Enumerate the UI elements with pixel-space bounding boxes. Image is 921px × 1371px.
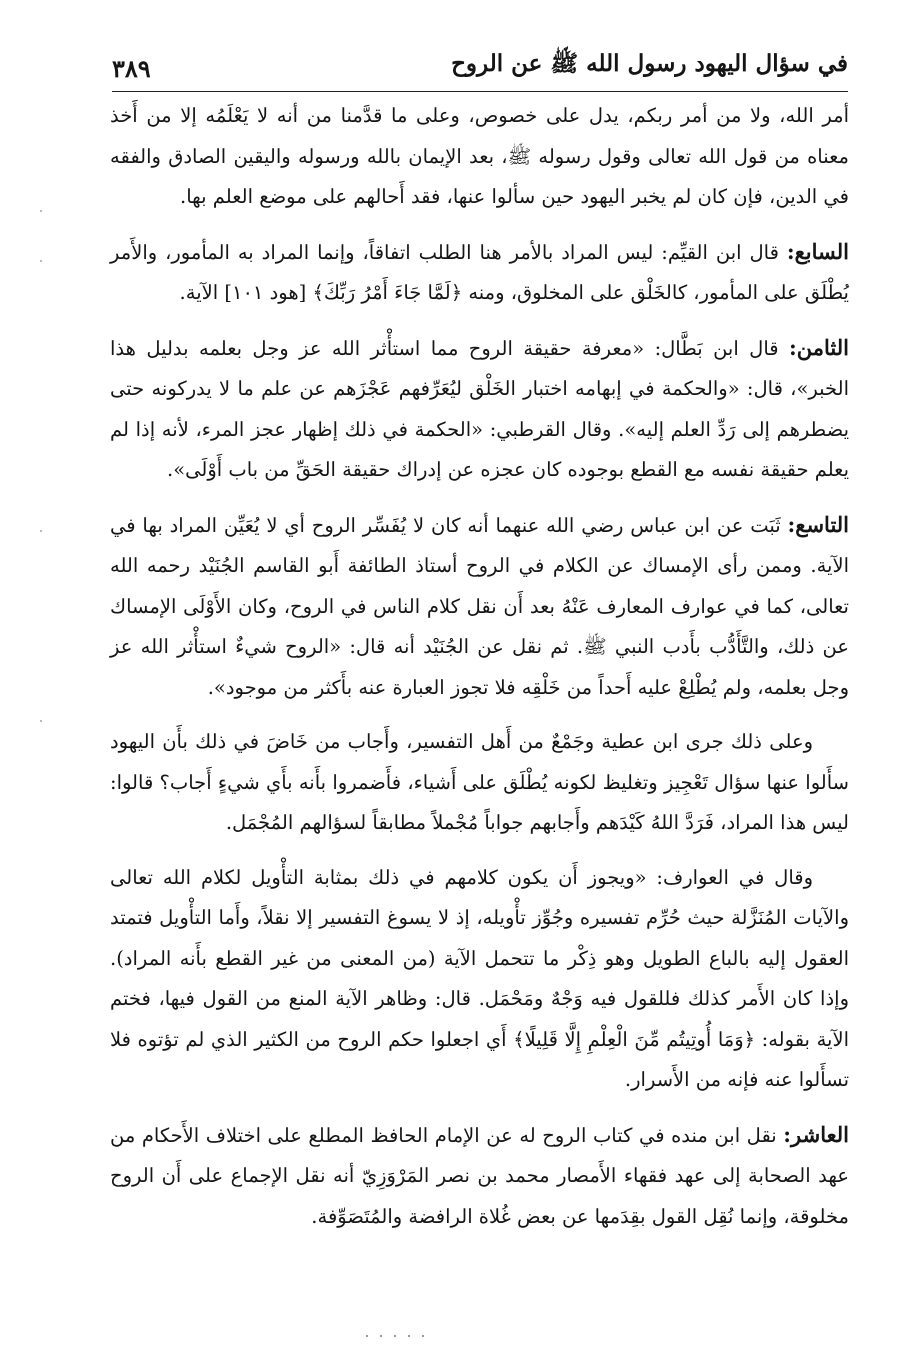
section-lead: التاسع:: [787, 511, 850, 537]
running-title: في سؤال اليهود رسول الله ﷺ عن الروح: [451, 50, 848, 77]
section-lead: الثامن:: [789, 334, 849, 360]
paragraph: [110, 722, 849, 844]
page-body: [110, 96, 849, 1251]
page-number: ٣٨٩: [112, 54, 151, 83]
margin-specks: [40, 200, 44, 800]
scan-specks: [230, 1322, 430, 1332]
paragraph-text: وعلى ذلك جرى ابن عطية وجَمْعٌ من أَهل التفسير، وأَجاب من خَاضَ في ذلك بأَن اليهود سأَلوا عنها سؤال تَعْجِيز وتغليظ لكونه يُطْلَق على أَشياء، فأَضمروا بأَنه بأَي شيءٍ أَجاب؟ قالوا: ليس هذا المراد، فَرَدَّ اللهُ كَيْدَهم وأَجابهم جواباً مُجْملاً مطابقاً لسؤالهم المُجْمَل.: [110, 730, 849, 834]
paragraph-text: قال ابن بَطَّال: «معرفة حقيقة الروح مما استأْثر الله عز وجل بعلمه بدليل هذا الخبر»، قال: «والحكمة في إبهامه اختبار الخَلْق ليُعَرِّفهم عَجْزَهم عن علم ما لا يدركونه حتى يضطرهم إلى رَدِّ العلم إليه». وقال القرطبي: «الحكمة في ذلك إظهار عجز المرء، لأنه إذا لم يعلم حقيقة نفسه مع القطع بوجوده كان عجزه عن إدراك حقيقة الحَقِّ من باب أَوْلَى».: [110, 336, 849, 481]
paragraph-text: وقال في العوارف: «ويجوز أَن يكون كلامهم في ذلك بمثابة التأْويل لكلام الله تعالى والآيات المُنَزَّلة حيث حُرِّم تفسيره وجُوِّز تأْويله، إذ لا يسوغ التفسير إلا نقلاً، وأَما التأْويل فتمتد العقول إليه بالباع الطويل وهو ذِكْر ما تتحمل الآية (من المعنى من غير القطع بأَنه المراد). وإذا كان الأَمر كذلك فللقول فيه وَجْهٌ ومَحْمَل. قال: وظاهر الآية المنع من القول فيها، فختم الآية بقوله: ﴿وَمَا أُوتِيتُم مِّنَ الْعِلْمِ إِلَّا قَلِيلًا﴾ أَي اجعلوا حكم الروح من الكثير الذي لم تؤتوه فلا تسأَلوا عنه فإنه من الأَسرار.: [110, 865, 849, 1091]
paragraph-text: ثَبَت عن ابن عباس رضي الله عنهما أنه كان لا يُفَسِّر الروح أي لا يُعَيِّن المراد بها في الآية. وممن رأى الإمساك عن الكلام في الروح أستاذ الطائفة أَبو القاسم الجُنَيْد رحمه الله تعالى، كما في عوارف المعارف عَنْهُ بعد أَن نقل كلام الناس في الروح، وكان الأَوْلَى الإمساك عن ذلك، والتَّأَدُّب بأَدب النبي ﷺ. ثم نقل عن الجُنَيْد أنه قال: «الروح شيءٌ استأْثر الله عز وجل بعلمه، ولم يُطْلِعْ عليه أَحداً من خَلْقِه فلا تجوز العبارة عنه بأَكثر من موجود».: [110, 513, 849, 699]
paragraph-text: نقل ابن منده في كتاب الروح له عن الإمام الحافظ المطلع على اختلاف الأَحكام من عهد الصحابة إلى عهد فقهاء الأَمصار محمد بن نصر المَرْوَزِيّ أنه نقل الإجماع على أَن الروح مخلوقة، وإنما نُقِل القول بقِدَمها عن بعض غُلاة الرافضة والمُتَصَوِّفة.: [110, 1123, 849, 1228]
page-header: [112, 40, 848, 92]
paragraph: [110, 1115, 849, 1238]
paragraph: [110, 232, 849, 314]
paragraph-text: أمر الله، ولا من أمر ربكم، يدل على خصوص، وعلى ما قدَّمنا من أنه لا يَعْلَمُه إلا من أَخذ معناه من قول الله تعالى وقول رسوله ﷺ، بعد الإيمان بالله ورسوله واليقين الصادق والفقه في الدين، فإن كان لم يخبر اليهود حين سألوا عنها، فقد أَحالهم على موضع العلم بها.: [110, 104, 849, 208]
paragraph: [110, 96, 849, 218]
section-lead: السابع:: [786, 238, 849, 264]
paragraph-text: قال ابن القيِّم: ليس المراد بالأمر هنا الطلب اتفاقاً، وإنما المراد به المأمور، والأَمر يُطْلَق على المأمور، كالخَلْق على المخلوق، ومنه ﴿لَمَّا جَاءَ أَمْرُ رَبِّكَ﴾ [هود ١٠١] الآية.: [110, 240, 849, 304]
paragraph: [110, 328, 849, 491]
paragraph: [110, 505, 849, 709]
paragraph: [110, 858, 849, 1101]
section-lead: العاشر:: [783, 1121, 849, 1147]
